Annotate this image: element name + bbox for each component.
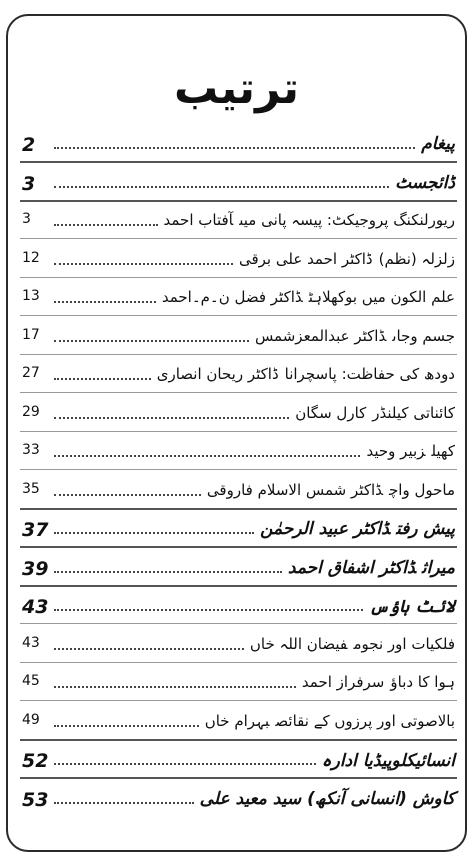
toc-entry-label — [162, 288, 455, 306]
toc-page-number: 37 — [22, 519, 49, 541]
toc-entry-title: انسائیکلوپیڈیا — [362, 751, 455, 771]
toc-entry-label — [250, 635, 455, 653]
toc-row[interactable] — [8, 513, 465, 552]
toc-page-number: 43 — [22, 596, 49, 618]
dot-leader — [54, 753, 316, 765]
toc-row[interactable] — [8, 167, 465, 206]
toc-entry-title: علم الکون میں بوکھلاہٹ — [308, 288, 455, 306]
toc-page-number: 45 — [22, 673, 40, 689]
toc-entry-title: کائناتی کیلنڈر — [372, 403, 455, 422]
toc-entry-author: ڈاکٹر احمد علی برقی — [238, 249, 373, 268]
toc-entry-label — [157, 365, 455, 383]
toc-page-number: 12 — [22, 249, 40, 266]
toc-entry-label — [366, 442, 455, 460]
toc-row[interactable] — [8, 128, 465, 167]
toc-entry-title: دودھ کی حفاظت: پاسچرانا — [284, 365, 455, 383]
toc-entry-label — [302, 673, 455, 691]
toc-page-number: 2 — [22, 134, 36, 156]
toc-entry-label — [260, 519, 455, 539]
toc-page-number: 29 — [22, 403, 40, 420]
toc-page-number: 17 — [22, 326, 40, 343]
dot-leader — [54, 291, 156, 303]
toc-entry-author: زبیر وحید — [366, 442, 426, 460]
toc-entry-label — [421, 134, 455, 154]
toc-entry-title: کاوش (انسانی آنکھ) — [307, 788, 455, 809]
toc-entry-label — [255, 327, 455, 345]
toc-entry-author: ڈاکٹر عبدالمعزشمس — [254, 326, 387, 345]
toc-entry-author: فیضان اللہ خاں — [249, 634, 348, 653]
toc-entry-author: ڈاکٹر عبید الرحمٰن — [260, 519, 391, 539]
toc-entry-label — [207, 481, 455, 499]
toc-row[interactable] — [8, 783, 465, 822]
dot-leader — [54, 214, 158, 226]
toc-row[interactable] — [8, 667, 465, 706]
dot-leader — [54, 792, 194, 804]
toc-page-number: 53 — [22, 788, 49, 811]
toc-row[interactable] — [8, 590, 465, 629]
toc-row[interactable] — [8, 282, 465, 321]
toc-row[interactable] — [8, 475, 465, 514]
toc-entry-label — [239, 250, 455, 268]
toc-entry-author: آفتاب احمد — [163, 211, 234, 229]
toc-page-number: 27 — [22, 365, 40, 381]
toc-entry-author: ڈاکٹر ریحان انصاری — [156, 365, 279, 383]
toc-page-number: 43 — [22, 634, 40, 651]
dot-leader — [54, 445, 360, 457]
contents-frame — [6, 14, 467, 852]
toc-page-number: 52 — [22, 750, 49, 772]
toc-entry-label — [200, 789, 455, 809]
dot-leader — [54, 638, 244, 650]
toc-entry-title: جسم وجاں — [392, 326, 455, 345]
toc-row[interactable] — [8, 398, 465, 437]
dot-leader — [54, 715, 199, 727]
toc-page-number: 33 — [22, 442, 40, 458]
page-title: ترتیب — [174, 63, 299, 114]
toc-entry-author: کارل سگان — [295, 403, 367, 422]
toc-entry-label — [164, 211, 455, 229]
contents-list — [8, 128, 465, 821]
toc-entry-author: ڈاکٹر شمس الاسلام فاروقی — [206, 480, 384, 499]
toc-entry-author: بہرام خاں — [204, 711, 270, 730]
toc-row[interactable] — [8, 552, 465, 591]
dot-leader — [54, 253, 233, 265]
dot-leader — [54, 522, 254, 534]
dot-leader — [54, 676, 296, 688]
toc-row[interactable] — [8, 359, 465, 398]
toc-page-number: 49 — [22, 711, 40, 728]
toc-page-number: 3 — [22, 172, 36, 195]
dot-leader — [54, 137, 415, 149]
toc-page-number: 35 — [22, 480, 40, 497]
toc-entry-label — [395, 173, 455, 193]
toc-row[interactable] — [8, 629, 465, 668]
toc-entry-author: سرفراز احمد — [301, 673, 385, 691]
toc-row[interactable] — [8, 744, 465, 783]
toc-entry-author: ڈاکٹر اشفاق احمد — [287, 557, 416, 578]
toc-entry-label — [288, 558, 455, 578]
toc-entry-title: پیش رفت — [396, 519, 455, 539]
toc-page-number: 13 — [22, 288, 40, 304]
toc-row[interactable] — [8, 205, 465, 244]
toc-entry-title: ڈائجسٹ — [395, 172, 455, 193]
toc-page-number: 39 — [22, 557, 49, 580]
toc-row[interactable] — [8, 706, 465, 745]
dot-leader — [54, 599, 363, 611]
dot-leader — [54, 561, 282, 573]
toc-entry-title: میراث — [421, 557, 455, 578]
toc-entry-title: پیغام — [421, 134, 455, 154]
toc-entry-title: فلکیات اور نجوم — [353, 634, 455, 653]
toc-row[interactable] — [8, 436, 465, 475]
toc-entry-title: زلزلہ (نظم) — [378, 249, 455, 268]
toc-entry-title: ماحول واچ — [389, 480, 455, 499]
toc-entry-title: بالاصوتی اور پرزوں کے نقائص — [275, 711, 455, 730]
toc-row[interactable] — [8, 321, 465, 360]
toc-entry-author: ڈاکٹر فضل ن۔م۔احمد — [161, 288, 303, 306]
toc-entry-author: سید معید علی — [199, 788, 302, 809]
toc-entry-label — [322, 750, 455, 771]
toc-entry-title: لائٹ ہاؤس — [369, 597, 455, 617]
toc-entry-author: ادارہ — [321, 751, 357, 771]
toc-entry-title: کھیل — [431, 442, 455, 460]
toc-entry-title: ہوا کا دباؤ — [390, 673, 455, 691]
toc-entry-label — [369, 596, 455, 617]
toc-entry-title: ریورلنکنگ پروجیکٹ: پیسہ پانی میں — [239, 211, 455, 229]
toc-entry-label — [295, 404, 455, 422]
toc-page-number: 3 — [22, 211, 31, 227]
dot-leader — [54, 407, 289, 419]
dot-leader — [54, 176, 389, 188]
dot-leader — [54, 330, 249, 342]
toc-entry-label — [205, 712, 455, 730]
dot-leader — [54, 368, 151, 380]
toc-row[interactable] — [8, 244, 465, 283]
dot-leader — [54, 484, 201, 496]
